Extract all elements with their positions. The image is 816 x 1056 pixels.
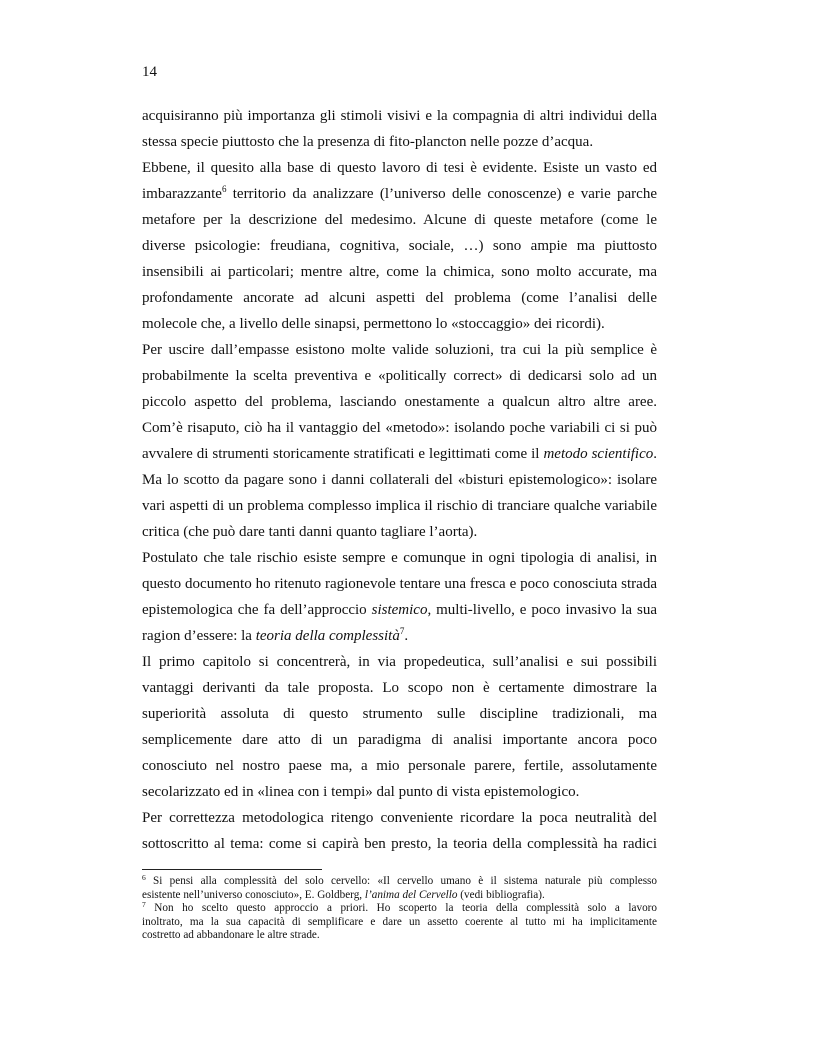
text-run: Non ho scelto questo approccio a priori. Ho scoperto la teoria della complessità solo a lavoro	[145, 902, 657, 915]
text-run: ragion d’essere: la	[142, 628, 256, 644]
text-line: Ebbene, il quesito alla base di questo lavoro di tesi è evidente. Esiste un vasto ed	[142, 160, 657, 176]
text-line: vantaggi derivanti da tale proposta. Lo scopo non è certamente dimostrare la	[142, 680, 657, 696]
text-line: secolarizzato ed in «linea con i tempi» dal punto di vista epistemologico.	[142, 784, 580, 800]
text-run: costretto ad abbandonare le altre strade.	[142, 929, 320, 942]
text-run: .	[653, 446, 657, 462]
text-line: Ma lo scotto da pagare sono i danni collaterali del «bisturi epistemologico»: isolare	[142, 472, 657, 488]
emphasis: sistemico	[371, 602, 428, 618]
paragraph	[142, 805, 657, 857]
text-run: , multi-livello, e poco invasivo la sua	[427, 602, 657, 618]
footnote-line	[142, 916, 657, 930]
footnote-line	[142, 889, 657, 903]
paragraph	[142, 103, 657, 155]
text-line: vari aspetti di un problema complesso implica il rischio di tranciare qualche variabile	[142, 498, 657, 514]
text-line: questo documento ho ritenuto ragionevole tentare una fresca e poco conosciuta strada	[142, 576, 657, 592]
footnote-line	[142, 929, 657, 943]
text-run: Si pensi alla complessità del solo cervello: «Il cervello umano è il sistema naturale più complesso	[145, 875, 657, 887]
text-line: Postulato che tale rischio esiste sempre e comunque in ogni tipologia di analisi, in	[142, 550, 657, 566]
text-line	[142, 623, 657, 649]
text-line: critica (che può dare tanti danni quanto tagliare l’aorta).	[142, 524, 478, 540]
text-line: profondamente ancorate ad alcuni aspetti del problema (come l’analisi delle	[142, 290, 657, 306]
emphasis: metodo scientifico	[543, 446, 654, 462]
text-line: Per correttezza metodologica ritengo conveniente ricordare la poca neutralità del	[142, 810, 657, 826]
text-line	[142, 181, 657, 207]
footnote-ref: 6	[221, 184, 227, 194]
text-line	[142, 597, 657, 623]
footnote-line	[142, 875, 657, 889]
text-line: Il primo capitolo si concentrerà, in via propedeutica, sull’analisi e sui possibili	[142, 654, 657, 670]
text-run: inoltrato, ma la sua capacità di semplificare e dare un assetto coerente al tutto mi ha implicitamente	[142, 915, 657, 928]
page-number: 14	[142, 64, 157, 80]
text-line: conosciuto nel nostro paese ma, a mio personale parere, fertile, assolutamente	[142, 758, 657, 774]
paragraph	[142, 545, 657, 649]
footnote	[142, 875, 657, 902]
text-run: territorio da analizzare (l’universo delle conoscenze) e varie parche	[226, 186, 657, 202]
text-line: Com’è risaputo, ciò ha il vantaggio del «metodo»: isolando poche variabili ci si può	[142, 420, 657, 436]
footnote-separator	[142, 869, 322, 870]
body-text	[142, 103, 657, 857]
footnote-ref: 7	[399, 626, 405, 636]
footnote-line	[142, 902, 657, 916]
text-run: imbarazzante	[142, 186, 222, 202]
paragraph	[142, 155, 657, 337]
text-run: (vedi bibliografia).	[457, 888, 545, 901]
text-line: stessa specie piuttosto che la presenza di fito-plancton nelle pozze d’acqua.	[142, 134, 594, 150]
text-run: epistemologica che fa dell’approccio	[142, 602, 372, 618]
text-line	[142, 441, 657, 467]
text-line: Per uscire dall’empasse esistono molte valide soluzioni, tra cui la più semplice è	[142, 342, 657, 358]
text-line: metafore per la descrizione del medesimo. Alcune di queste metafore (come le	[142, 212, 657, 228]
footnote-number: 6	[142, 873, 146, 882]
text-line: insensibili ai particolari; mentre altre, come la chimica, sono molto accurate, ma	[142, 264, 657, 280]
text-line: superiorità assoluta di questo strumento sulle discipline tradizionali, ma	[142, 706, 657, 722]
paragraph	[142, 649, 657, 805]
text-run: .	[404, 628, 409, 644]
text-line: diverse psicologie: freudiana, cognitiva, sociale, …) sono ampie ma piuttosto	[142, 238, 657, 254]
text-run: esistente nell’universo conosciuto», E. Goldberg,	[142, 888, 365, 901]
text-line: piccolo aspetto del problema, lasciando onestamente a qualcun altro altre aree.	[142, 394, 657, 410]
text-line: acquisiranno più importanza gli stimoli visivi e la compagnia di altri individui della	[142, 108, 657, 124]
footnote	[142, 902, 657, 943]
footnotes	[142, 875, 657, 943]
emphasis: teoria della complessità	[255, 628, 400, 644]
text-run: avvalere di strumenti storicamente stratificati e legittimati come il	[142, 446, 544, 462]
paragraph	[142, 337, 657, 545]
text-line: semplicemente dare atto di un paradigma di analisi importante ancora poco	[142, 732, 657, 748]
text-line: probabilmente la scelta preventiva e «politically correct» di dedicarsi solo ad un	[142, 368, 657, 384]
footnote-number: 7	[142, 900, 146, 910]
text-line: sottoscritto al tema: come si capirà ben presto, la teoria della complessità ha radici	[142, 836, 657, 852]
text-line: molecole che, a livello delle sinapsi, permettono lo «stoccaggio» dei ricordi).	[142, 316, 605, 332]
emphasis: l’anima del Cervello	[364, 888, 458, 901]
